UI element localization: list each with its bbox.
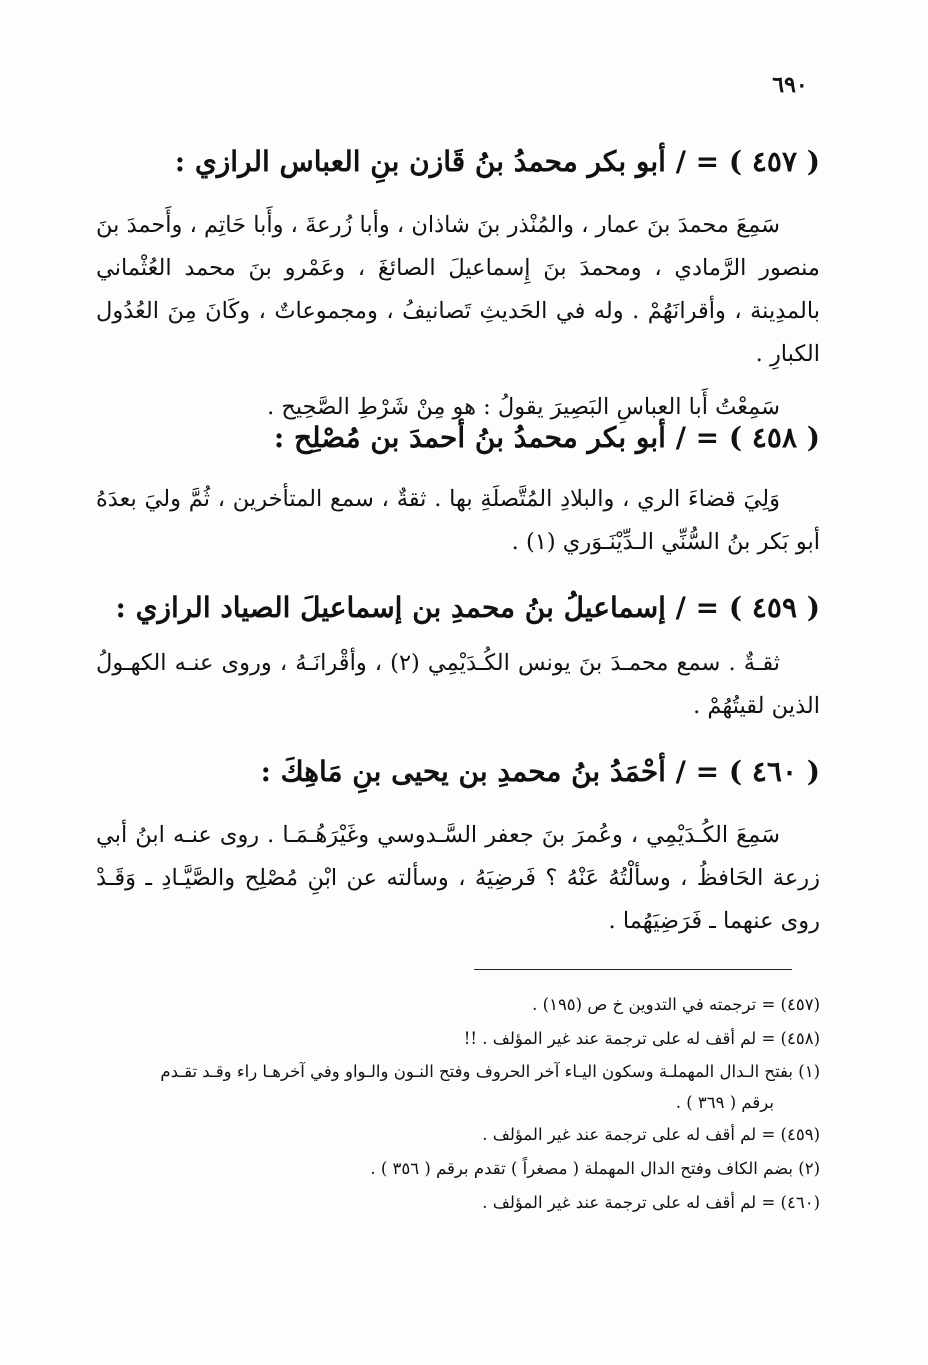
entry-paragraph: سَمِعَ محمدَ بنَ عمار ، والمُنْذر بنَ شاذان ، وأبا زُرعةَ ، وأَبا حَاتِم ، وأَحمدَ بنَ منصور الرَّمادي ، ومحمدَ بنَ إِسماعيلَ الصائغَ ، وعَمْرو بنَ محمد العُثْماني بالمدِينة ، وأقرانَهُمْ . وله في الحَديثِ تَصانيفُ ، ومجموعاتٌ ، وكَانَ مِنَ العُدُول الكبارِ . xyxy=(96,212,820,367)
footnote: (٤٥٩) = لم أقف له على ترجمة عند غير المؤلف . xyxy=(482,1125,820,1144)
entry-paragraph: ثقـةٌ . سمع محمـدَ بنَ يونس الكُـدَيْمِي (٢) ، وأقْرانَـهُ ، وروى عنـه الكهـولُ الذين لقيتُهُمْ . xyxy=(96,650,820,719)
entry-paragraph: وَلِيَ قضاءَ الري ، والبلادِ المُتَّصلَةِ بها . ثقةٌ ، سمع المتأخرين ، ثُمَّ وليَ بعدَهُ أبو بَكر بنُ السُّنِّي الـدِّيْنَـوَري (١) . xyxy=(96,486,820,555)
entry-paragraph: سَمِعْتُ أَبا العباسِ البَصِيرَ يقولُ : هو مِنْ شَرْطِ الصَّحِيح . xyxy=(267,394,780,420)
page-number: ٦٩٠ xyxy=(772,72,808,98)
footnote: (٤٦٠) = لم أقف له على ترجمة عند غير المؤلف . xyxy=(482,1193,820,1212)
entry-body-458 xyxy=(96,478,820,564)
footnote-divider xyxy=(474,969,792,970)
entry-body-457 xyxy=(96,204,820,429)
footnote-line: (١) بفتح الـدال المهملـة وسكون اليـاء آخر الحروف وفتح النـون والـواو وفي آخرهـا راء وقـد تقـدم xyxy=(160,1062,820,1081)
footnote: (٤٥٧) = ترجمته في التدوين خ ص (١٩٥) . xyxy=(532,995,820,1014)
entry-body-459 xyxy=(96,642,820,728)
footnote: (٤٥٨) = لم أقف له على ترجمة عند غير المؤلف . !! xyxy=(463,1029,820,1048)
entry-body-460 xyxy=(96,814,820,943)
entry-paragraph: سَمِعَ الكُـدَيْمِي ، وعُمرَ بنَ جعفر السَّـدوسي وغَيْرَهُـمَـا . روى عنـه ابنُ أبي زرعة الحَافظُ ، وسألْتُهُ عَنْهُ ؟ فَرضِيَهُ ، وسألته عن ابْنِ مُصْلِح والصَّيَّـادِ ـ وَقَـدْ روى عنهما ـ فَرَضِيَهُما . xyxy=(96,822,820,934)
entry-heading-460: ( ٤٦٠ ) = / أحْمَدُ بنُ محمدِ بن يحيى بنِ مَاهِكَ : xyxy=(260,755,820,788)
footnote xyxy=(100,1056,820,1118)
entry-heading-458: ( ٤٥٨ ) = / أبو بكر محمدُ بنُ أحمدَ بن مُصْلِح : xyxy=(273,421,820,454)
entry-heading-457: ( ٤٥٧ ) = / أبو بكر محمدُ بنُ قَازن بنِ العباس الرازي : xyxy=(174,145,820,178)
footnote: (٢) بضم الكاف وفتح الدال المهملة ( مصغراً ) تقدم برقم ( ٣٥٦ ) . xyxy=(370,1159,820,1178)
entry-heading-459: ( ٤٥٩ ) = / إسماعيلُ بنُ محمدِ بن إسماعيلَ الصياد الرازي : xyxy=(115,591,820,624)
footnote-continuation: برقم ( ٣٦٩ ) . xyxy=(675,1093,774,1112)
footnotes xyxy=(100,988,820,1220)
